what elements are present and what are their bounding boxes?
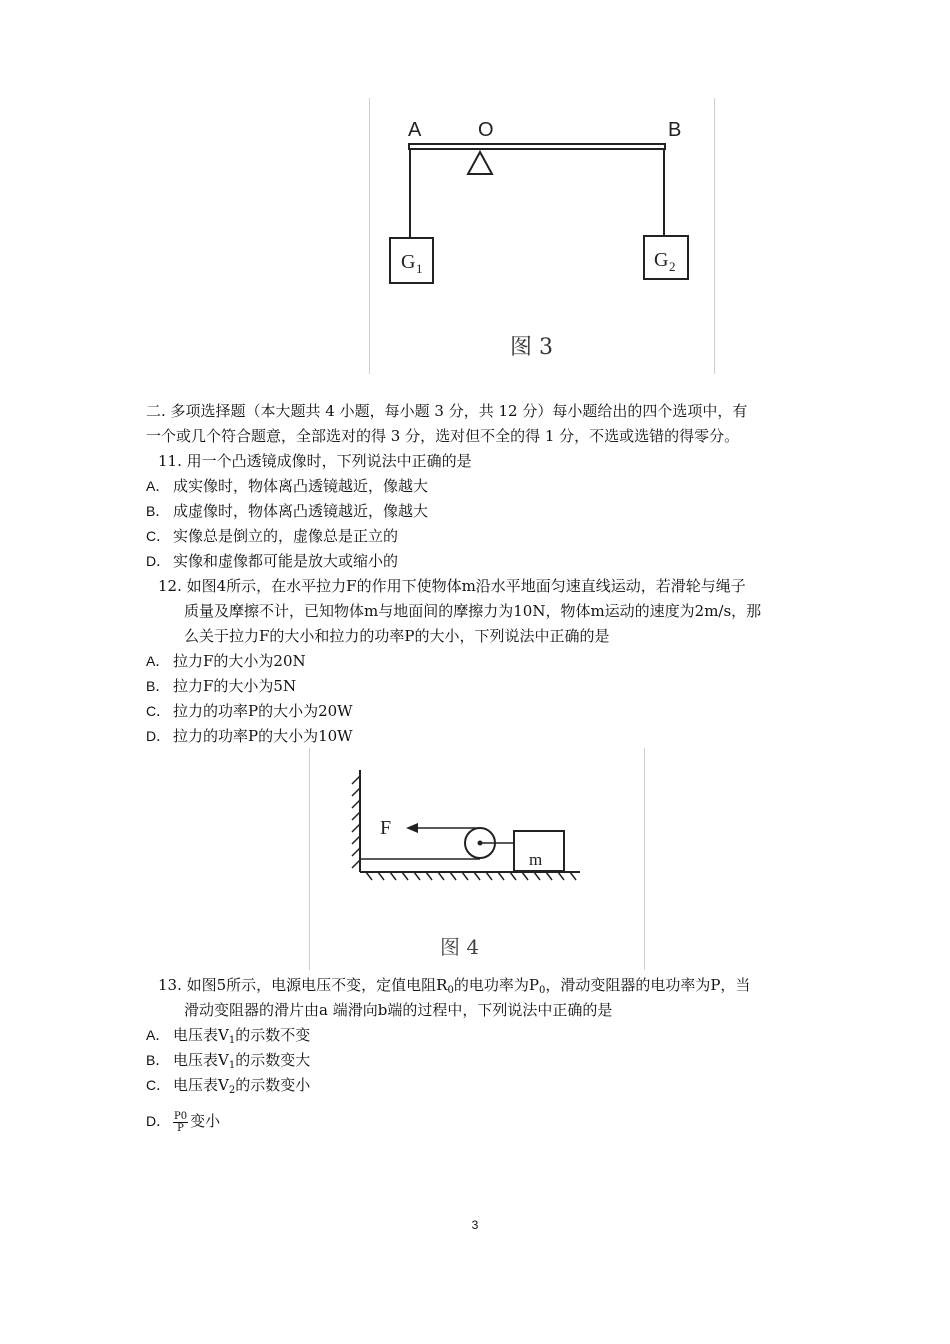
g1-label: G bbox=[401, 251, 416, 273]
q13-stem-part-3: ，滑动变阻器的电功率为P，当 bbox=[545, 976, 751, 994]
option-text-pre: 电压表V bbox=[173, 1076, 229, 1094]
section-intro-line-1: 二. 多项选择题（本大题共 4 小题，每小题 3 分，共 12 分）每小题给出的四个选项中，有 bbox=[146, 402, 748, 420]
option-text: 拉力F的大小为5N bbox=[173, 677, 297, 695]
q13-stem-line-2: 滑动变阻器的滑片由a 端滑向b端的过程中，下列说法中正确的是 bbox=[184, 1001, 613, 1019]
q13-stem-part-2: 的电功率为P bbox=[453, 976, 539, 994]
q13-option-a bbox=[146, 1024, 310, 1052]
option-text: 拉力的功率P的大小为10W bbox=[173, 727, 353, 745]
option-text-pre: 电压表V bbox=[173, 1026, 229, 1044]
option-label: A． bbox=[146, 1027, 170, 1043]
label-b: B bbox=[668, 119, 682, 141]
option-text: 拉力的功率P的大小为20W bbox=[173, 702, 353, 720]
figure-4 bbox=[309, 748, 645, 970]
figure-3 bbox=[369, 98, 715, 374]
option-subscript: 1 bbox=[228, 1060, 236, 1071]
option-subscript: 2 bbox=[228, 1085, 236, 1096]
q13-option-d bbox=[146, 1110, 220, 1134]
option-text-pre: 电压表V bbox=[173, 1051, 229, 1069]
option-text: 成虚像时，物体离凸透镜越近，像越大 bbox=[173, 502, 429, 520]
label-o: O bbox=[478, 119, 494, 141]
option-subscript: 1 bbox=[228, 1035, 236, 1046]
q13-stem-line-1 bbox=[158, 974, 750, 1002]
figure-4-caption: 图 4 bbox=[440, 935, 480, 959]
label-a: A bbox=[408, 119, 422, 141]
figure-3-caption: 图 3 bbox=[510, 335, 553, 360]
page-number: 3 bbox=[471, 1218, 479, 1232]
option-label: A． bbox=[146, 478, 170, 494]
pulley-diagram bbox=[310, 748, 644, 970]
q12-option-d bbox=[146, 725, 353, 747]
q11-option-b bbox=[146, 500, 428, 522]
label-m: m bbox=[529, 850, 543, 869]
q12-option-c bbox=[146, 700, 353, 722]
q12-option-b bbox=[146, 675, 296, 697]
lever-diagram bbox=[370, 98, 714, 374]
q12-stem-line-2: 质量及摩擦不计，已知物体m与地面间的摩擦力为10N，物体m运动的速度为2m/s，那 bbox=[184, 602, 762, 620]
q12-stem-line-3: 么关于拉力F的大小和拉力的功率P的大小，下列说法中正确的是 bbox=[184, 627, 610, 645]
option-text-post: 的示数变小 bbox=[235, 1076, 311, 1094]
ground-hatching bbox=[366, 872, 576, 880]
q13-stem-part-1: 13. 如图5所示，电源电压不变，定值电阻R bbox=[158, 976, 448, 994]
section-intro-line-2: 一个或几个符合题意，全部选对的得 3 分，选对但不全的得 1 分，不选或选错的得零分。 bbox=[146, 427, 740, 445]
option-label: B． bbox=[146, 1052, 170, 1068]
p0-subscript: 0 bbox=[538, 985, 546, 996]
g1-subscript: 1 bbox=[416, 261, 423, 276]
option-text-post: 的示数变大 bbox=[235, 1051, 311, 1069]
option-text: 成实像时，物体离凸透镜越近，像越大 bbox=[173, 477, 429, 495]
option-label: C． bbox=[146, 1077, 171, 1093]
q12-option-a bbox=[146, 650, 306, 672]
option-label: D． bbox=[146, 1113, 171, 1129]
r0-subscript: 0 bbox=[447, 985, 454, 996]
q13-option-c bbox=[146, 1074, 310, 1102]
option-label: C． bbox=[146, 703, 171, 719]
option-label: C． bbox=[146, 528, 171, 544]
lever-bar bbox=[409, 144, 665, 149]
option-label: A． bbox=[146, 653, 170, 669]
g2-subscript: 2 bbox=[669, 259, 676, 274]
option-text: 拉力F的大小为20N bbox=[173, 652, 306, 670]
g2-label: G bbox=[654, 249, 669, 271]
fulcrum-triangle bbox=[468, 152, 492, 174]
label-f: F bbox=[380, 817, 392, 839]
option-label: B． bbox=[146, 678, 170, 694]
option-label: D． bbox=[146, 553, 171, 569]
fraction-numerator: P0 bbox=[174, 1110, 188, 1122]
fraction-denominator: P bbox=[177, 1122, 184, 1134]
q13-option-b bbox=[146, 1049, 310, 1077]
option-label: D． bbox=[146, 728, 171, 744]
q12-stem-line-1: 12. 如图4所示，在水平拉力F的作用下使物体m沿水平地面匀速直线运动，若滑轮与绳子 bbox=[158, 577, 746, 595]
wall-hatching bbox=[352, 776, 360, 868]
arrow-head bbox=[406, 823, 418, 833]
option-label: B． bbox=[146, 503, 170, 519]
q11-stem: 11. 用一个凸透镜成像时，下列说法中正确的是 bbox=[158, 452, 472, 470]
option-text: 实像总是倒立的，虚像总是正立的 bbox=[173, 527, 399, 545]
option-text: 实像和虚像都可能是放大或缩小的 bbox=[173, 552, 399, 570]
option-text-post: 的示数不变 bbox=[235, 1026, 311, 1044]
q11-option-c bbox=[146, 525, 398, 547]
q11-option-d bbox=[146, 550, 398, 572]
fraction bbox=[173, 1111, 188, 1134]
option-text-post: 变小 bbox=[190, 1112, 221, 1130]
q11-option-a bbox=[146, 475, 428, 497]
